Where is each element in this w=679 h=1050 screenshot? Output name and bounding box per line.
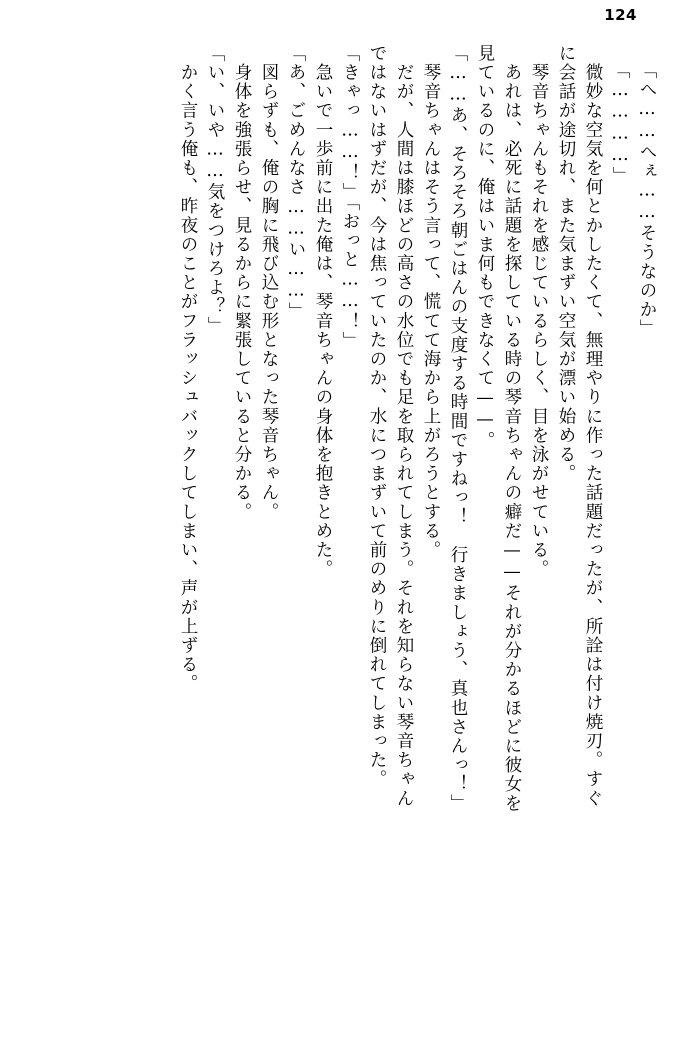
text-line: 「い、いや……気をつけろよ？」 [205, 44, 225, 336]
text-line: ではないはずだが、今は焦っていたのか、水につまずいて前のめりに倒れてしまった。 [367, 44, 387, 789]
text-line: に会話が途切れ、また気まずい空気が漂い始める。 [556, 44, 576, 484]
text-line: あれは、必死に話題を探している時の琴音ちゃんの癖だ——それが分かるほどに彼女を [502, 44, 522, 813]
text-line: だが、人間は膝ほどの高さの水位でも足を取られてしまう。それを知らない琴音ちゃん [394, 44, 414, 808]
text-line: 「あ、ごめんなさ……い……」 [286, 44, 306, 322]
text-line: 「…………」 [610, 61, 630, 186]
text-line: 微妙な空気を何とかしたくて、無理やりに作った話題だったが、所詮は付け焼刃。すぐ [583, 44, 603, 808]
text-line: 琴音ちゃんはそう言って、慌てて海から上がろうとする。 [421, 44, 441, 560]
text-line: 見ているのに、俺はいま何もできなくて——。 [475, 44, 495, 451]
text-line: 琴音ちゃんもそれを感じているらしく、目を泳がせている。 [529, 44, 549, 579]
text-line: 急いで一歩前に出た俺は、琴音ちゃんの身体を抱きとめた。 [313, 44, 333, 579]
text-line: 身体を強張らせ、見るからに緊張していると分かる。 [232, 44, 252, 522]
text-line: 「きゃっ……！」「おっと……！」 [340, 44, 360, 351]
text-line: 「へ……へぇ……そうなのか」 [637, 61, 657, 339]
text-line: 図らずも、俺の胸に飛び込む形となった琴音ちゃん。 [259, 44, 279, 522]
text-line: かく言う俺も、昨夜のことがフラッシュバックしてしまい、声が上ずる。 [178, 44, 198, 694]
text-line: 「……あ、そろそろ朝ごはんの支度する時間ですねっ！ 行きましょう、真也さんっ！」 [448, 44, 468, 813]
vertical-text-block [24, 44, 655, 1014]
page-number: 124 [604, 6, 637, 24]
